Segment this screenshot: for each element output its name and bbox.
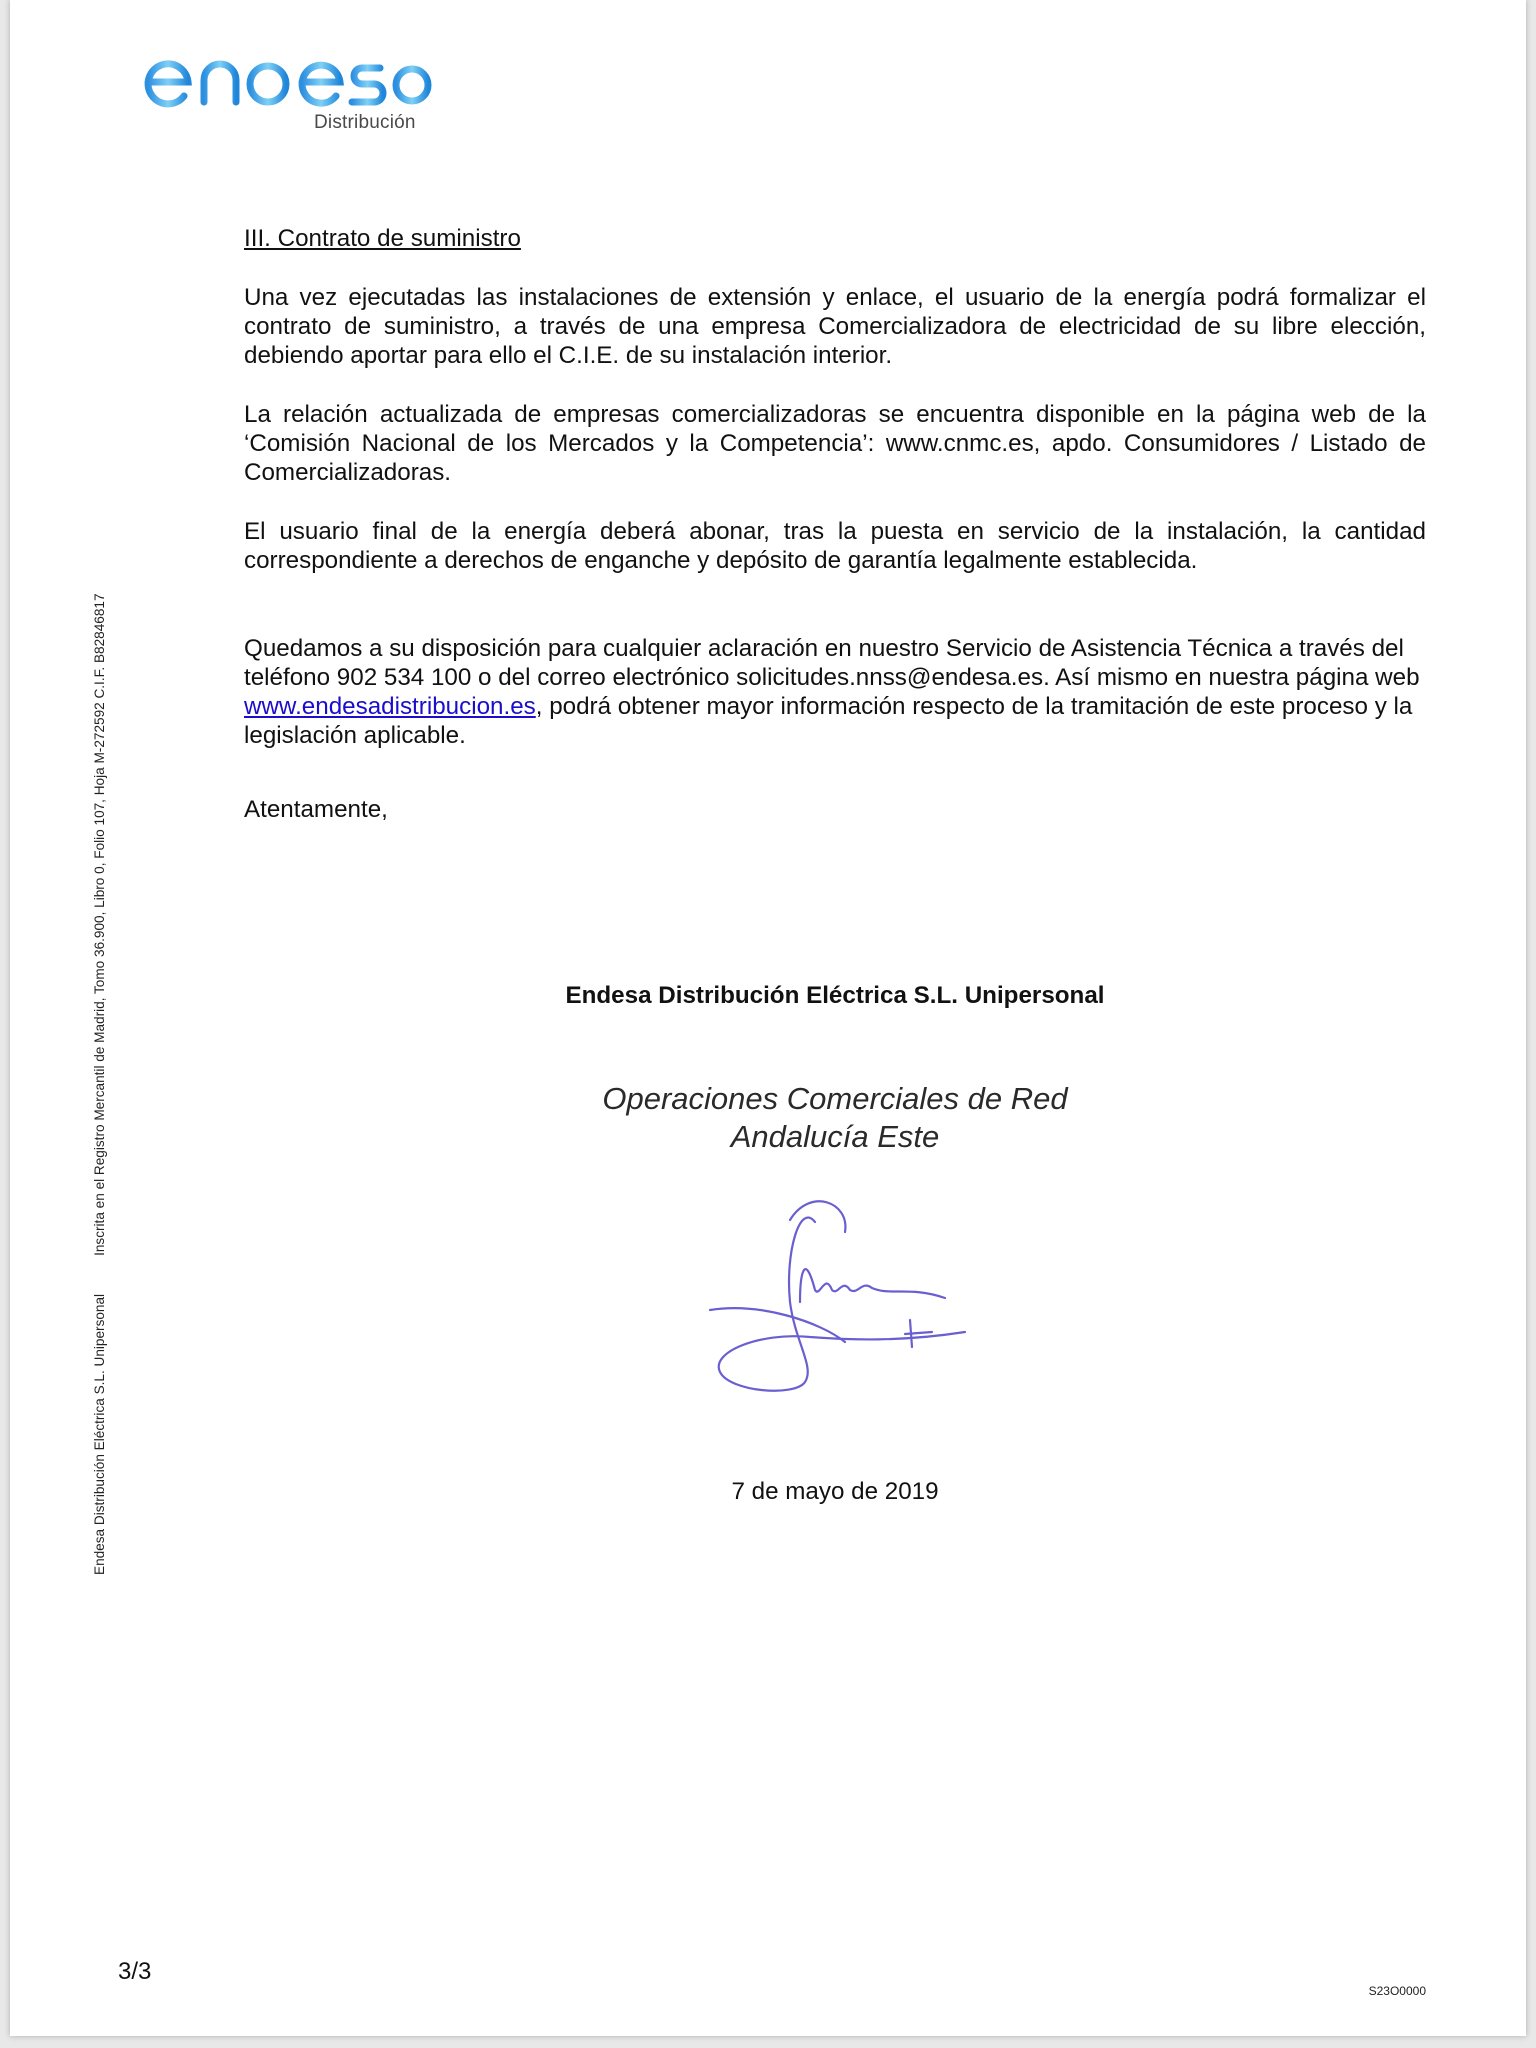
reference-code: S23O0000 [1368,1984,1426,1998]
logo-subtitle: Distribución [314,112,416,133]
signature-graphic [700,1192,980,1412]
company-name: Endesa Distribución Eléctrica S.L. Unipersonal [565,982,1105,1009]
page-number: 3/3 [118,1958,152,1985]
stamp-line-1: Operaciones Comerciales de Red [602,1081,1068,1116]
document-page [10,0,1526,2036]
registry-side-note [92,593,107,1575]
department-stamp [244,1080,1426,1156]
closing-salutation: Atentamente, [244,796,388,823]
paragraph-fees: El usuario final de la energía deberá abonar, tras la puesta en servicio de la instalación, la cantidad correspondiente a derechos de enganche y depósito de garantía legalmente establecida. [244,518,1426,574]
paragraph-retailers-list: La relación actualizada de empresas comercializadoras se encuentra disponible en la página web de la ‘Comisión Nacional de los Mercados y la Competencia’: www.cnmc.es, apdo. Consumidores / Listado de Comercializadoras. [244,401,1426,486]
paragraph-supply-contract: Una vez ejecutadas las instalaciones de extensión y enlace, el usuario de la energía podrá formalizar el contrato de suministro, a través de una empresa Comercializadora de electricidad de su libre elección, debiendo aportar para ello el C.I.E. de su instalación interior. [244,284,1426,369]
side-note-company: Endesa Distribución Eléctrica S.L. Unipersonal [92,1293,107,1575]
side-note-registry: Inscrita en el Registro Mercantil de Madrid, Tomo 36.900, Libro 0, Folio 107, Hoja M-272592 C.I.F. B82846817 [92,593,107,1256]
website-link[interactable]: www.endesadistribucion.es [244,693,536,720]
contact-text: Quedamos a su disposición para cualquier aclaración en nuestro Servicio de Asistencia Técnica a través del teléfono 902 534 100 o del correo electrónico solicitudes.nnss@endesa.es. Así mismo en nuestra página web [244,635,1420,691]
letter-body [244,224,1426,824]
letter-date: 7 de mayo de 2019 [731,1478,939,1505]
section-heading: III. Contrato de suministro [244,225,521,252]
stamp-line-2: Andalucía Este [730,1119,940,1154]
paragraph-contact [244,634,1426,750]
handwritten-signature [700,1192,980,1412]
contact-text-end: , podrá obtener mayor información respecto de la tramitación de este proceso y la legislación aplicable. [244,693,1413,749]
